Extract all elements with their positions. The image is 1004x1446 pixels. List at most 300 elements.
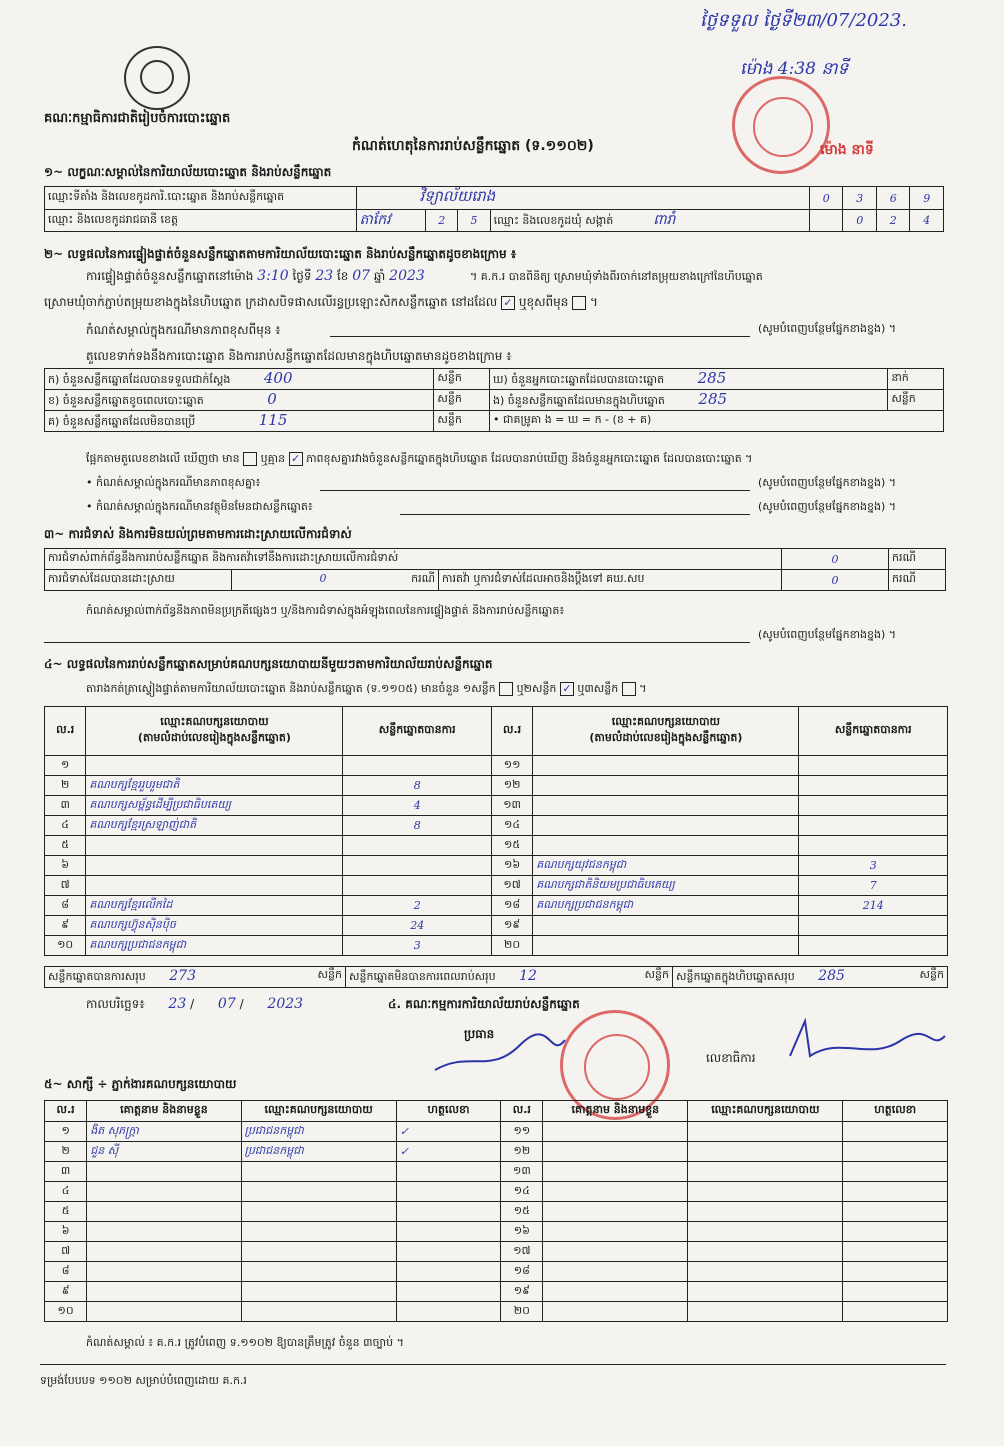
party-name xyxy=(533,916,799,936)
has-difference-checkbox[interactable] xyxy=(243,452,257,466)
footer-text: ទម្រង់បែបបទ ១១០២ សម្រាប់បំពេញដោយ គ.ក.រ xyxy=(40,1374,247,1387)
witness-party xyxy=(241,1262,396,1282)
party-name: គណបក្សសម្ព័ន្ធដើម្បីប្រជាធិបតេយ្យ xyxy=(86,796,343,816)
party-votes: 2 xyxy=(343,896,491,916)
fill-instruction: (សូមបំពេញបន្ថែមផ្នែកខាងខ្នង) ។ xyxy=(758,322,897,335)
table-row xyxy=(45,796,948,816)
witness-signature xyxy=(843,1302,948,1322)
col-no: ល.រ xyxy=(491,707,532,756)
party-votes xyxy=(799,816,948,836)
received-time-note: ម៉ោង 4:38 នាទី xyxy=(740,59,849,79)
witness-party xyxy=(688,1282,843,1302)
seal-status-line xyxy=(44,294,598,312)
two-sheet-label: ឬ២សន្លឹក xyxy=(516,682,557,695)
fill-line xyxy=(320,490,750,491)
date-label: កាលបរិច្ឆេទ៖ xyxy=(86,997,145,1011)
table-row xyxy=(45,1242,948,1262)
station-code-digit: 6 xyxy=(876,187,909,210)
witness-signature xyxy=(843,1122,948,1142)
section1-table xyxy=(44,186,944,232)
col-party-sub: (តាមលំដាប់លេខរៀងក្នុងសន្លឹកឆ្នោត) xyxy=(589,731,743,744)
difference-note-label: កំណត់សម្គាល់ក្នុងករណីមានភាពខុសពីមុន ៖ xyxy=(86,323,281,337)
witness-name xyxy=(543,1302,688,1322)
one-sheet-checkbox[interactable] xyxy=(499,682,513,696)
witness-signature xyxy=(843,1242,948,1262)
party-name xyxy=(533,796,799,816)
case-label: ករណី xyxy=(889,549,946,570)
witness-signature xyxy=(396,1202,501,1222)
secretary-label: លេខាធិការ xyxy=(706,1051,756,1065)
witness-name xyxy=(543,1262,688,1282)
witness-no: ១៥ xyxy=(501,1202,543,1222)
witness-party xyxy=(688,1142,843,1162)
station-code-digit: 3 xyxy=(843,187,876,210)
box-ballots-value: 285 xyxy=(698,390,728,408)
date-line: កាលបរិច្ឆេទ៖ 23 / 07 / 2023 xyxy=(86,996,304,1012)
figures-table xyxy=(44,368,944,432)
box-ballots-label: ង) ចំនួនសន្លឹកឆ្នោតដែលមានក្នុងហិបឆ្នោត xyxy=(493,394,665,407)
period-mark: ។ xyxy=(590,295,598,309)
party-name: គណបក្សប្រជាជនកម្ពុជា xyxy=(533,896,799,916)
appeal-label: ការតវ៉ា ឬការជំទាស់ដែលអាចនិងប្តឹងទៅ គឃ.សប xyxy=(439,570,782,591)
difference-line xyxy=(86,452,946,468)
total-box-value: 285 xyxy=(818,968,845,984)
witness-name xyxy=(87,1302,241,1322)
table-row xyxy=(45,1222,948,1242)
no-difference-checkbox[interactable]: ✓ xyxy=(289,452,303,466)
witness-party: ប្រជាជនកម្ពុជា xyxy=(241,1122,396,1142)
witness-signature xyxy=(396,1162,501,1182)
col-party-title: ឈ្មោះគណបក្សនយោបាយ xyxy=(160,715,269,728)
witness-signature xyxy=(396,1302,501,1322)
unused-ballots-label: គ) ចំនួនសន្លឹកឆ្នោតដែលមិនបានប្រើ xyxy=(48,415,196,428)
party-no: ៩ xyxy=(45,916,86,936)
party-votes xyxy=(799,756,948,776)
station-code-digit: 0 xyxy=(810,187,843,210)
month-label: ខែ xyxy=(336,269,349,283)
witness-signature xyxy=(843,1142,948,1162)
witness-name xyxy=(543,1222,688,1242)
party-votes: 3 xyxy=(799,856,948,876)
witness-name xyxy=(543,1182,688,1202)
unchanged-checkbox[interactable]: ✓ xyxy=(501,296,515,310)
province-name: តាកែវ xyxy=(359,212,391,228)
objection-value: 0 xyxy=(782,549,889,570)
table-row xyxy=(45,876,948,896)
col-sign: ហត្ថលេខា xyxy=(396,1101,501,1122)
org-name: គណៈកម្មាធិការជាតិរៀបចំការបោះឆ្នោត xyxy=(44,111,231,126)
witness-signature: ✓ xyxy=(396,1122,501,1142)
witness-signature xyxy=(843,1182,948,1202)
section1-heading: ១~ លក្ខណៈសម្គាល់នៃការិយាល័យបោះឆ្នោត និងរាប់សន្លឹកឆ្នោត xyxy=(44,165,332,179)
witness-no: ៨ xyxy=(45,1262,87,1282)
witness-name xyxy=(87,1242,241,1262)
table-row xyxy=(45,1122,948,1142)
witness-signature xyxy=(396,1222,501,1242)
party-no: ១៣ xyxy=(491,796,532,816)
province-code-digit: 2 xyxy=(426,210,458,232)
witness-signature xyxy=(396,1242,501,1262)
witness-name: ជួន ស៊ី xyxy=(87,1142,241,1162)
witness-no: ១៧ xyxy=(501,1242,543,1262)
commune-code-digit: 0 xyxy=(843,210,876,232)
table-row xyxy=(45,916,948,936)
party-votes xyxy=(799,936,948,956)
received-date-note: ថ្ងៃទទួល ថ្ងៃទី២៣/07/2023. xyxy=(700,10,907,31)
chair-label: ប្រធាន xyxy=(464,1027,495,1041)
party-no: ១០ xyxy=(45,936,86,956)
difference-desc: ភាពខុសគ្នារវាងចំនួនសន្លឹកឆ្នោតក្នុងហិបឆ្នោត ដែលបានរាប់ឃើញ និងចំនួនអ្នកបោះឆ្នោត ដែលបានបោះឆ្នោត ។ xyxy=(306,452,753,465)
section5-note: កំណត់សម្គាល់ ៖ គ.ក.រ ត្រូវបំពេញ ទ.១១០២ ឱ្យបានត្រឹមត្រូវ ចំនួន ៣ច្បាប់ ។ xyxy=(86,1336,404,1349)
party-name xyxy=(533,756,799,776)
party-no: ៥ xyxy=(45,836,86,856)
secretary-signature-icon xyxy=(780,1016,950,1066)
party-votes: 4 xyxy=(343,796,491,816)
seal-check-text: ។ គ.ក.រ បានពិនិត្យ ស្រោមឃុំទាំងពីរចាក់នៅតម្រុយខាងក្រៅនៃហិបឆ្នោត xyxy=(470,270,763,283)
nec-emblem-icon xyxy=(124,46,190,110)
party-no: ១១ xyxy=(491,756,532,776)
party-name xyxy=(533,816,799,836)
two-sheet-checkbox[interactable]: ✓ xyxy=(560,682,574,696)
party-votes xyxy=(343,836,491,856)
station-name: វិទ្យាល័យរោង xyxy=(419,187,496,205)
witness-no: ៧ xyxy=(45,1242,87,1262)
party-name xyxy=(533,936,799,956)
party-name: គណបក្សខ្មែរលើកដៃ xyxy=(86,896,343,916)
station-code-digit: 9 xyxy=(910,187,944,210)
party-name xyxy=(86,756,343,776)
verification-day: 23 xyxy=(315,268,334,284)
witness-no: ១១ xyxy=(501,1122,543,1142)
party-votes xyxy=(799,836,948,856)
fill-instruction: (សូមបំពេញបន្ថែមផ្នែកខាងខ្នង) ។ xyxy=(758,628,897,641)
station-label: ឈ្មោះទីតាំង និងលេខកូដការិ.បោះឆ្នោត និងរាប់សន្លឹកឆ្នោត xyxy=(45,187,357,210)
changed-checkbox[interactable] xyxy=(572,296,586,310)
fill-line xyxy=(400,514,750,515)
witness-name xyxy=(543,1282,688,1302)
col-party: ឈ្មោះគណបក្សនយោបាយ xyxy=(241,1101,396,1122)
party-votes: 7 xyxy=(799,876,948,896)
witness-name xyxy=(87,1202,241,1222)
difference-text: ផ្អែកតាមតួលេខខាងលើ ឃើញថា មាន xyxy=(86,452,240,465)
party-votes xyxy=(343,756,491,776)
witness-no: ១ xyxy=(45,1122,87,1142)
fill-instruction: (សូមបំពេញបន្ថែមផ្នែកខាងខ្នង) ។ xyxy=(758,476,897,489)
witness-name xyxy=(543,1162,688,1182)
party-name: គណបក្សជាតិនិយមប្រជាធិបតេយ្យ xyxy=(533,876,799,896)
total-invalid-label: សន្លឹកឆ្នោតមិនបានការពេលរាប់សរុប xyxy=(349,970,496,983)
party-votes: 214 xyxy=(799,896,948,916)
col-name: គោត្តនាម និងនាមខ្លួន xyxy=(87,1101,241,1122)
unit-label: សន្លឹក xyxy=(434,411,490,432)
witness-name xyxy=(87,1222,241,1242)
table-row xyxy=(45,936,948,956)
party-no: ៨ xyxy=(45,896,86,916)
section4-heading: ៤~ លទ្ធផលនៃការរាប់សន្លឹកឆ្នោតសម្រាប់គណបក្សនយោបាយនីមួយៗតាមការិយាល័យរាប់សន្លឹកឆ្នោត xyxy=(44,657,493,671)
objection-label: ការជំទាស់ពាក់ព័ន្ធនឹងការរាប់សន្លឹកឆ្នោត និងការតវ៉ាទៅនឹងការដោះស្រាយលើការជំទាស់ xyxy=(45,549,782,570)
table-row xyxy=(45,1282,948,1302)
party-name: គណបក្សហ៊្វុនស៊ិនប៉ិច xyxy=(86,916,343,936)
sheet-count-line xyxy=(86,682,647,698)
case-label: ករណី xyxy=(889,570,946,591)
witness-party xyxy=(688,1242,843,1262)
fill-instruction: (សូមបំពេញបន្ថែមផ្នែកខាងខ្នង) ។ xyxy=(758,500,897,513)
witness-party xyxy=(688,1122,843,1142)
party-votes xyxy=(799,796,948,816)
col-name: គោត្តនាម និងនាមខ្លួន xyxy=(543,1101,688,1122)
section5-heading: ៥~ សាក្សី ÷ ភ្នាក់ងារគណបក្សនយោបាយ xyxy=(44,1077,237,1091)
col-party-sub: (តាមលំដាប់លេខរៀងក្នុងសន្លឹកឆ្នោត) xyxy=(137,731,291,744)
party-votes xyxy=(343,856,491,876)
section2-heading: ២~ លទ្ធផលនៃការផ្ទៀងផ្ទាត់ចំនួនសន្លឹកឆ្នោតតាមការិយាល័យបោះឆ្នោត និងរាប់សន្លឹកឆ្នោតដូចខាងក្រោម ៖ xyxy=(44,247,517,261)
party-no: ៣ xyxy=(45,796,86,816)
sheet-count-text: តារាងកត់ត្រាស្ទៀងផ្ទាត់តាមការិយាល័យបោះឆ្នោត និងរាប់សន្លឹកឆ្នោត (ទ.១១០៥) មានចំនួន ១សន្លឹក xyxy=(86,682,496,695)
party-name xyxy=(86,836,343,856)
col-sign: ហត្ថលេខា xyxy=(843,1101,948,1122)
total-valid-value: 273 xyxy=(169,968,196,984)
section3-heading: ៣~ ការជំទាស់ និងការមិនយល់ព្រមតាមការដោះស្រាយលើការជំទាស់ xyxy=(44,527,352,541)
witness-party xyxy=(241,1302,396,1322)
table-row xyxy=(45,836,948,856)
witness-party xyxy=(241,1202,396,1222)
voters-value: 285 xyxy=(697,369,727,387)
chair-signature-icon xyxy=(430,1030,570,1080)
unit-label: នាក់ xyxy=(888,369,944,390)
total-box-label: សន្លឹកឆ្នោតក្នុងហិបឆ្នោតសរុប xyxy=(676,970,795,983)
table-row xyxy=(45,1302,948,1322)
total-invalid-value: 12 xyxy=(519,968,537,984)
col-party xyxy=(86,707,343,756)
witness-party xyxy=(688,1202,843,1222)
witness-party xyxy=(688,1302,843,1322)
verification-text: ការផ្ទៀងផ្ទាត់ចំនួនសន្លឹកឆ្នោតនៅម៉ោង xyxy=(86,269,254,283)
resolved-value: 0 xyxy=(319,572,327,585)
party-name: គណបក្សប្រជាជនកម្ពុជា xyxy=(86,936,343,956)
form-title: កំណត់ហេតុនៃការរាប់សន្លឹកឆ្នោត (ទ.១១០២) xyxy=(352,138,594,154)
witness-name xyxy=(543,1142,688,1162)
party-no: ១២ xyxy=(491,776,532,796)
witness-no: ១៩ xyxy=(501,1282,543,1302)
total-valid-label: សន្លឹកឆ្នោតបានការសរុប xyxy=(48,970,146,983)
witness-signature xyxy=(396,1182,501,1202)
unit-label: សន្លឹក xyxy=(644,968,669,981)
witness-signature xyxy=(843,1282,948,1302)
witness-no: ២ xyxy=(45,1142,87,1162)
fill-line xyxy=(44,642,750,643)
commune-name: ពារាំ xyxy=(653,212,676,228)
seal-status-text: ស្រោមឃុំចាក់ភ្ជាប់តម្រុយខាងក្នុងនៃហិបឆ្នោត ក្រដាសបិទផាសលើរន្ធប្រឡោះសិកសន្លឹកឆ្នោត នៅដដែល xyxy=(44,295,498,309)
witness-party: ប្រជាជនកម្ពុជា xyxy=(241,1142,396,1162)
table-row xyxy=(45,1182,948,1202)
witness-signature xyxy=(843,1262,948,1282)
party-name xyxy=(533,836,799,856)
table-row xyxy=(45,816,948,836)
witness-signature xyxy=(843,1222,948,1242)
party-results-table xyxy=(44,706,948,956)
unit-label: សន្លឹក xyxy=(888,390,944,411)
witness-no: ៩ xyxy=(45,1282,87,1302)
party-no: ១៤ xyxy=(491,816,532,836)
objection-table xyxy=(44,548,946,591)
witness-table xyxy=(44,1100,948,1322)
stamp-label: ម៉ោង នាទី xyxy=(820,142,874,158)
witness-party xyxy=(241,1222,396,1242)
col-no: ល.រ xyxy=(45,1101,87,1122)
table-row xyxy=(45,756,948,776)
received-ballots-value: 400 xyxy=(263,369,293,387)
col-no: ល.រ xyxy=(501,1101,543,1122)
witness-signature xyxy=(843,1162,948,1182)
witness-no: ១៦ xyxy=(501,1222,543,1242)
party-votes: 3 xyxy=(343,936,491,956)
commune-code-digit: 4 xyxy=(910,210,944,232)
unit-label: សន្លឹក xyxy=(434,369,490,390)
witness-party xyxy=(241,1242,396,1262)
formula: • ជាគម្រូគា ង = ឃ = ក - (ខ + គ) xyxy=(490,411,944,432)
party-no: ៧ xyxy=(45,876,86,896)
witness-name xyxy=(543,1202,688,1222)
party-votes: 24 xyxy=(343,916,491,936)
party-no: ១៥ xyxy=(491,836,532,856)
fill-line xyxy=(330,336,750,337)
party-votes xyxy=(799,916,948,936)
foreign-object-note-label: • កំណត់សម្គាល់ក្នុងករណីមានវត្ថុមិនមែនជាសន្លឹកឆ្នោត៖ xyxy=(86,500,313,513)
party-name: គណបក្សខ្មែរស្រឡាញ់ជាតិ xyxy=(86,816,343,836)
witness-no: ១២ xyxy=(501,1142,543,1162)
verification-month: 07 xyxy=(352,268,371,284)
province-code-digit: 5 xyxy=(458,210,490,232)
day-label: ថ្ងៃទី xyxy=(292,269,312,283)
table-row xyxy=(45,856,948,876)
party-votes xyxy=(799,776,948,796)
commune-label: ឈ្មោះ និងលេខកូដឃុំ សង្កាត់ xyxy=(493,214,614,227)
party-no: ១៩ xyxy=(491,916,532,936)
party-name xyxy=(533,776,799,796)
date-month: 07 xyxy=(217,996,236,1012)
changed-label: ឬខុសពីមុន xyxy=(518,295,569,309)
witness-no: ៦ xyxy=(45,1222,87,1242)
party-votes xyxy=(343,876,491,896)
party-votes: 8 xyxy=(343,816,491,836)
witness-party xyxy=(241,1162,396,1182)
figures-intro: តួលេខទាក់ទងនឹងការបោះឆ្នោត និងការរាប់សន្លឹកឆ្នោតដែលមានក្នុងហិបឆ្នោតមានដូចខាងក្រោម ៖ xyxy=(86,349,512,363)
witness-signature xyxy=(396,1282,501,1302)
party-no: ៦ xyxy=(45,856,86,876)
col-no: ល.រ xyxy=(45,707,86,756)
witness-party xyxy=(241,1182,396,1202)
witness-signature: ✓ xyxy=(396,1142,501,1162)
party-no: ២០ xyxy=(491,936,532,956)
party-no: ១ xyxy=(45,756,86,776)
witness-no: ១៤ xyxy=(501,1182,543,1202)
witness-name xyxy=(543,1242,688,1262)
received-ballots-label: ក) ចំនួនសន្លឹកឆ្នោតដែលបានទទួលជាក់ស្តែង xyxy=(48,373,231,386)
col-party: ឈ្មោះគណបក្សនយោបាយ xyxy=(688,1101,843,1122)
table-row xyxy=(45,1202,948,1222)
witness-party xyxy=(688,1262,843,1282)
spoiled-ballots-label: ខ) ចំនួនសន្លឹកឆ្នោតខូចពេលបោះឆ្នោត xyxy=(48,394,204,407)
party-name: គណបក្សខ្មែររួបរួមជាតិ xyxy=(86,776,343,796)
witness-party xyxy=(688,1182,843,1202)
verification-year: 2023 xyxy=(389,268,425,284)
mismatch-note-label: • កំណត់សម្គាល់ក្នុងករណីមានភាពខុសគ្នា៖ xyxy=(86,476,261,489)
footer-divider xyxy=(40,1364,946,1365)
table-row xyxy=(45,776,948,796)
witness-name xyxy=(87,1162,241,1182)
resolved-label: ការជំទាស់ដែលបានដោះស្រាយ xyxy=(45,570,232,591)
witness-name xyxy=(87,1262,241,1282)
witness-party xyxy=(241,1282,396,1302)
party-no: ៤ xyxy=(45,816,86,836)
witness-no: ១០ xyxy=(45,1302,87,1322)
witness-party xyxy=(688,1222,843,1242)
witness-no: ១៣ xyxy=(501,1162,543,1182)
party-name: គណបក្សយុវជនកម្ពុជា xyxy=(533,856,799,876)
unit-label: សន្លឹក xyxy=(919,968,944,981)
party-no: ១៦ xyxy=(491,856,532,876)
witness-signature xyxy=(843,1202,948,1222)
verification-line xyxy=(86,268,425,286)
spoiled-ballots-value: 0 xyxy=(267,390,277,408)
witness-name xyxy=(543,1122,688,1142)
party-votes: 8 xyxy=(343,776,491,796)
witness-name xyxy=(87,1182,241,1202)
year-label: ឆ្នាំ xyxy=(373,269,386,283)
period-mark: ។ xyxy=(639,682,647,695)
col-party-title: ឈ្មោះគណបក្សនយោបាយ xyxy=(611,715,721,728)
col-votes: សន្លឹកឆ្នោតបានការ xyxy=(799,707,948,756)
table-row xyxy=(45,1262,948,1282)
unused-ballots-value: 115 xyxy=(258,411,288,429)
party-name xyxy=(86,876,343,896)
col-votes: សន្លឹកឆ្នោតបានការ xyxy=(343,707,491,756)
witness-no: ១៨ xyxy=(501,1262,543,1282)
witness-no: ៥ xyxy=(45,1202,87,1222)
col-party xyxy=(533,707,799,756)
commune-code-digit: 2 xyxy=(876,210,909,232)
verification-time: 3:10 xyxy=(257,268,289,284)
three-sheet-checkbox[interactable] xyxy=(622,682,636,696)
witness-no: ៤ xyxy=(45,1182,87,1202)
irregularity-note: កំណត់សម្គាល់ពាក់ព័ន្ធនឹងភាពមិនប្រក្រតីផ្សេងៗ ឬ/និងការជំទាស់ក្នុងអំឡុងពេលនៃការផ្ទៀងផ្ទាត់ និងការរាប់សន្លឹកឆ្នោត៖ xyxy=(86,604,565,617)
unit-label: សន្លឹក xyxy=(317,968,342,981)
date-year: 2023 xyxy=(267,996,304,1012)
voters-label: ឃ) ចំនួនអ្នកបោះឆ្នោតដែលបានបោះឆ្នោត xyxy=(493,373,665,386)
witness-no: ២០ xyxy=(501,1302,543,1322)
table-row xyxy=(45,896,948,916)
official-seal-icon xyxy=(732,76,830,174)
table-row xyxy=(45,1142,948,1162)
party-no: ១៨ xyxy=(491,896,532,916)
witness-signature xyxy=(396,1262,501,1282)
party-no: ២ xyxy=(45,776,86,796)
witness-name xyxy=(87,1282,241,1302)
three-sheet-label: ឬ៣សន្លឹក xyxy=(577,682,619,695)
witness-no: ៣ xyxy=(45,1162,87,1182)
province-label: ឈ្មោះ និងលេខកូដរាជធានី ខេត្ត xyxy=(45,210,357,232)
appeal-value: 0 xyxy=(782,570,889,591)
party-name xyxy=(86,856,343,876)
table-row xyxy=(45,1162,948,1182)
party-no: ១៧ xyxy=(491,876,532,896)
unit-label: សន្លឹក xyxy=(434,390,490,411)
committee-label: ៤. គណៈកម្មការការិយាល័យរាប់សន្លឹកឆ្នោត xyxy=(388,997,580,1011)
case-label: ករណី xyxy=(411,572,435,585)
witness-party xyxy=(688,1162,843,1182)
date-day: 23 xyxy=(168,996,187,1012)
no-difference-label: ឬគ្មាន xyxy=(260,452,286,465)
witness-name: ងិត សុភក្រ្តា xyxy=(87,1122,241,1142)
